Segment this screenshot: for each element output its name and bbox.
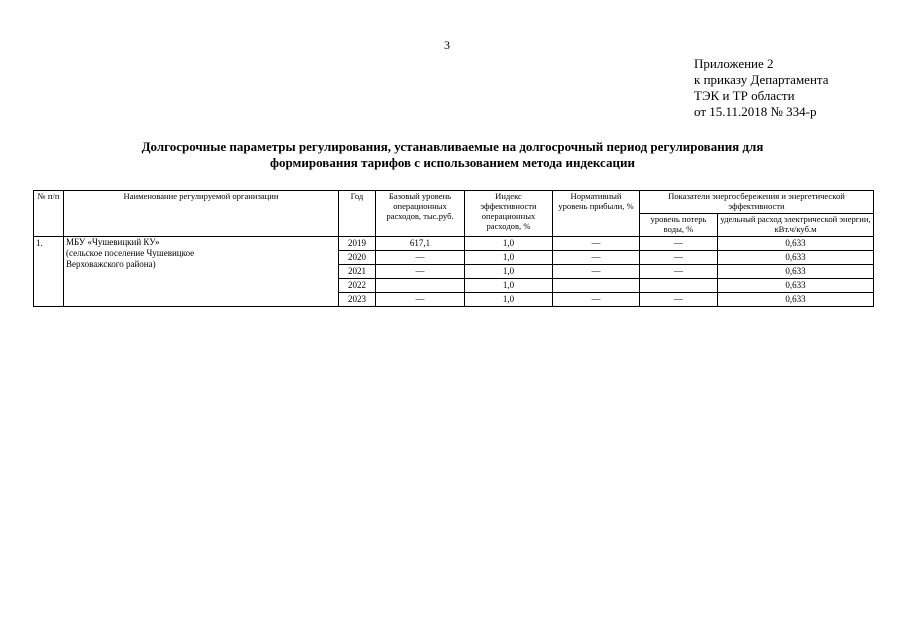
cell-profit: — bbox=[553, 265, 640, 279]
page-number: 3 bbox=[444, 38, 450, 52]
cell-loss: — bbox=[640, 293, 718, 307]
title-line: формирования тарифов с использованием метода индексации bbox=[270, 155, 635, 170]
header-electricity-consumption: удельный расход электрической энергии, кВт.ч/куб.м bbox=[718, 214, 874, 237]
cell-base: — bbox=[376, 293, 465, 307]
cell-profit bbox=[553, 279, 640, 293]
header-num: № п/п bbox=[34, 191, 64, 237]
parameters-table bbox=[33, 190, 874, 307]
entry-number: 1. bbox=[34, 237, 64, 307]
header-year: Год bbox=[339, 191, 376, 237]
cell-year: 2021 bbox=[339, 265, 376, 279]
cell-consumption: 0,633 bbox=[718, 237, 874, 251]
cell-index: 1,0 bbox=[465, 293, 553, 307]
cell-index: 1,0 bbox=[465, 265, 553, 279]
cell-base: — bbox=[376, 265, 465, 279]
header-efficiency-index: Индекс эффективности операционных расходов, % bbox=[465, 191, 553, 237]
appendix-line: к приказу Департамента bbox=[694, 72, 829, 87]
cell-year: 2019 bbox=[339, 237, 376, 251]
cell-index: 1,0 bbox=[465, 251, 553, 265]
header-water-loss: уровень потерь воды, % bbox=[640, 214, 718, 237]
cell-base bbox=[376, 279, 465, 293]
cell-profit: — bbox=[553, 293, 640, 307]
cell-consumption: 0,633 bbox=[718, 265, 874, 279]
cell-consumption: 0,633 bbox=[718, 251, 874, 265]
cell-year: 2020 bbox=[339, 251, 376, 265]
cell-profit: — bbox=[553, 251, 640, 265]
header-profit: Нормативный уровень прибыли, % bbox=[553, 191, 640, 237]
header-org: Наименование регулируемой организации bbox=[64, 191, 339, 237]
cell-consumption: 0,633 bbox=[718, 293, 874, 307]
title-line: Долгосрочные параметры регулирования, устанавливаемые на долгосрочный период регулирования для bbox=[141, 139, 764, 154]
cell-loss: — bbox=[640, 251, 718, 265]
cell-loss: — bbox=[640, 237, 718, 251]
cell-base: — bbox=[376, 251, 465, 265]
org-line: Верховажского района) bbox=[66, 259, 156, 269]
organization-name bbox=[64, 237, 339, 307]
cell-year: 2023 bbox=[339, 293, 376, 307]
appendix-line: Приложение 2 bbox=[694, 56, 774, 71]
cell-year: 2022 bbox=[339, 279, 376, 293]
cell-loss: — bbox=[640, 265, 718, 279]
header-energy-group: Показатели энергосбережения и энергетической эффективности bbox=[640, 191, 874, 214]
cell-index: 1,0 bbox=[465, 279, 553, 293]
document-title bbox=[40, 139, 865, 171]
cell-profit: — bbox=[553, 237, 640, 251]
cell-loss bbox=[640, 279, 718, 293]
org-line: (сельское поселение Чушевицкое bbox=[66, 248, 195, 258]
appendix-block bbox=[694, 56, 829, 120]
cell-index: 1,0 bbox=[465, 237, 553, 251]
cell-consumption: 0,633 bbox=[718, 279, 874, 293]
appendix-line: ТЭК и ТР области bbox=[694, 88, 795, 103]
org-line: МБУ «Чушевицкий КУ» bbox=[66, 237, 160, 247]
appendix-line: от 15.11.2018 № 334-р bbox=[694, 104, 817, 119]
header-base-opex: Базовый уровень операционных расходов, тыс.руб. bbox=[376, 191, 465, 237]
table-row bbox=[34, 237, 874, 251]
cell-base: 617,1 bbox=[376, 237, 465, 251]
